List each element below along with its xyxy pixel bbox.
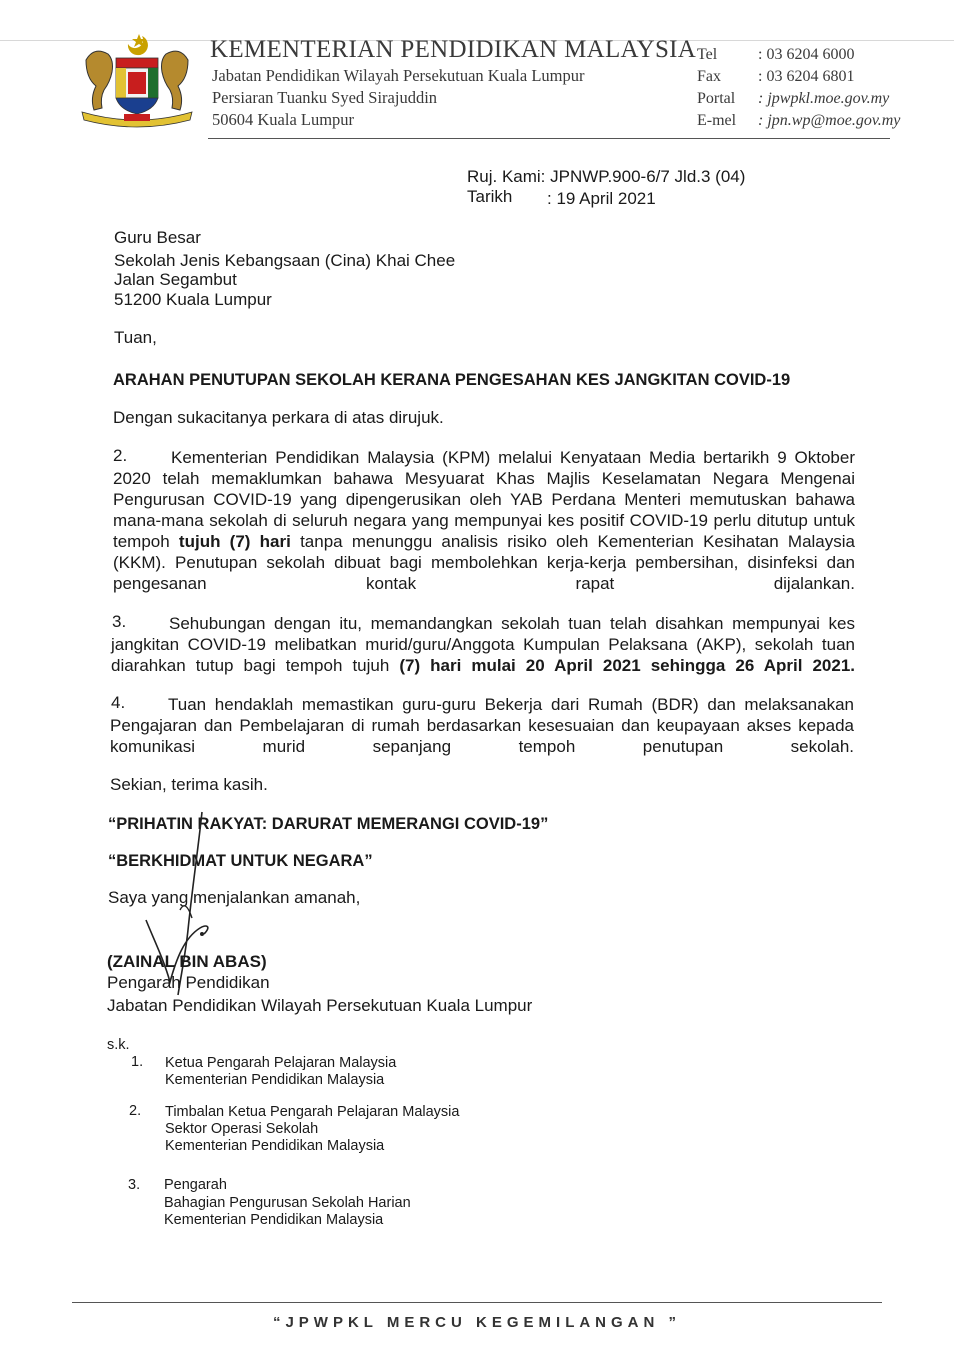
signatory-name: (ZAINAL BIN ABAS)	[107, 952, 267, 971]
sign-intro: Saya yang menjalankan amanah,	[108, 888, 361, 907]
paragraph-2-bold: tujuh (7) hari	[178, 532, 291, 551]
tel-label: Tel	[697, 46, 718, 63]
cc-item-3-line-1: Pengarah	[164, 1177, 227, 1193]
cc-item-1-line-2: Kementerian Pendidikan Malaysia	[165, 1072, 385, 1088]
paragraph-2	[113, 447, 855, 594]
date-label: Tarikh	[467, 187, 513, 206]
cc-item-2-number: 2.	[129, 1103, 142, 1119]
recipient-line-4: 51200 Kuala Lumpur	[114, 290, 272, 309]
closing-line: Sekian, terima kasih.	[110, 775, 268, 794]
coat-of-arms-logo	[76, 30, 198, 128]
subject-heading: ARAHAN PENUTUPAN SEKOLAH KERANA PENGESAHAN KES JANGKITAN COVID-19	[113, 371, 791, 389]
slogan-1: “PRIHATIN RAKYAT: DARURAT MEMERANGI COVID-19”	[108, 815, 549, 833]
paragraph-3	[111, 613, 855, 676]
address-line-2: 50604 Kuala Lumpur	[212, 110, 355, 129]
paragraph-2-number: 2.	[113, 446, 128, 465]
cc-item-3-line-3: Kementerian Pendidikan Malaysia	[164, 1212, 384, 1228]
opening-line: Dengan sukacitanya perkara di atas dirujuk.	[113, 408, 444, 427]
email-label: E-mel	[697, 112, 737, 129]
paragraph-4-number: 4.	[111, 693, 126, 712]
portal-value: : jpwpkl.moe.gov.my	[758, 90, 890, 107]
recipient-line-2: Sekolah Jenis Kebangsaan (Cina) Khai Chee	[114, 251, 456, 270]
cc-label: s.k.	[107, 1037, 130, 1053]
reference-number: Ruj. Kami: JPNWP.900-6/7 Jld.3 (04)	[467, 167, 746, 186]
footer-motto: “JPWPKL MERCU KEGEMILANGAN ”	[272, 1314, 682, 1331]
cc-item-1-line-1: Ketua Pengarah Pelajaran Malaysia	[165, 1055, 397, 1071]
portal-label: Portal	[697, 90, 736, 107]
email-value: : jpn.wp@moe.gov.my	[758, 112, 901, 129]
cc-item-1-number: 1.	[131, 1054, 144, 1070]
paragraph-3-bold: (7) hari mulai 20 April 2021 sehingga 26 April 2021.	[399, 656, 855, 675]
fax-label: Fax	[697, 68, 721, 85]
cc-item-2-line-2: Sektor Operasi Sekolah	[165, 1121, 319, 1137]
slogan-2: “BERKHIDMAT UNTUK NEGARA”	[108, 852, 373, 870]
fax-value: : 03 6204 6801	[758, 68, 855, 85]
signatory-title: Pengarah Pendidikan	[107, 973, 270, 992]
tel-value: : 03 6204 6000	[758, 46, 855, 63]
ministry-name: KEMENTERIAN PENDIDIKAN MALAYSIA	[210, 36, 697, 63]
cc-item-2-line-3: Kementerian Pendidikan Malaysia	[165, 1138, 385, 1154]
cc-item-3-number: 3.	[128, 1177, 141, 1193]
paragraph-4	[110, 694, 854, 757]
paragraph-2-text-a: Kementerian Pendidikan Malaysia (KPM) melalui Kenyataan Media bertarikh 9 Oktober 2020 telah memaklumkan bahawa Mesyuarat Khas Majlis Keselamatan Negara Mengenai Pengurusan COVID-19 yang dipengerusikan oleh YAB Perdana Menteri memutuskan bahawa mana-mana sekolah di seluruh negara yang mempunyai kes positif COVID-19 perlu ditutup untuk tempoh	[113, 448, 855, 551]
cc-item-3-line-2: Bahagian Pengurusan Sekolah Harian	[164, 1195, 411, 1211]
paragraph-4-text: Tuan hendaklah memastikan guru-guru Bekerja dari Rumah (BDR) dan melaksanakan Pengajaran dan Pembelajaran di rumah berdasarkan kesesuaian dan keupayaan akses kepada komunikasi murid sepanjang tempoh penutupan sekolah.	[110, 695, 854, 756]
department-name: Jabatan Pendidikan Wilayah Persekutuan Kuala Lumpur	[212, 66, 585, 85]
paragraph-3-number: 3.	[112, 612, 127, 631]
cc-item-2-line-1: Timbalan Ketua Pengarah Pelajaran Malaysia	[165, 1104, 460, 1120]
signatory-department: Jabatan Pendidikan Wilayah Persekutuan Kuala Lumpur	[107, 996, 533, 1015]
paragraph-3-text-a: Sehubungan dengan itu, memandangkan sekolah tuan telah disahkan mempunyai kes jangkitan COVID-19 melibatkan murid/guru/Anggota Kumpulan Pelaksana (AKP), sekolah tuan diarahkan tutup bagi tempoh tujuh	[111, 614, 855, 675]
salutation: Tuan,	[114, 328, 157, 347]
recipient-line-3: Jalan Segambut	[114, 270, 237, 289]
paragraph-2-text-b: tanpa menunggu analisis risiko oleh Kementerian Kesihatan Malaysia (KKM). Penutupan sekolah dibuat bagi membolehkan kerja-kerja pembersihan, disinfeksi dan pengesanan kontak rapat dijalankan.	[113, 532, 855, 593]
date-value: : 19 April 2021	[547, 189, 656, 208]
header-divider	[208, 138, 890, 139]
footer-divider	[72, 1302, 882, 1303]
address-line-1: Persiaran Tuanku Syed Sirajuddin	[212, 88, 438, 107]
recipient-line-1: Guru Besar	[114, 228, 201, 247]
